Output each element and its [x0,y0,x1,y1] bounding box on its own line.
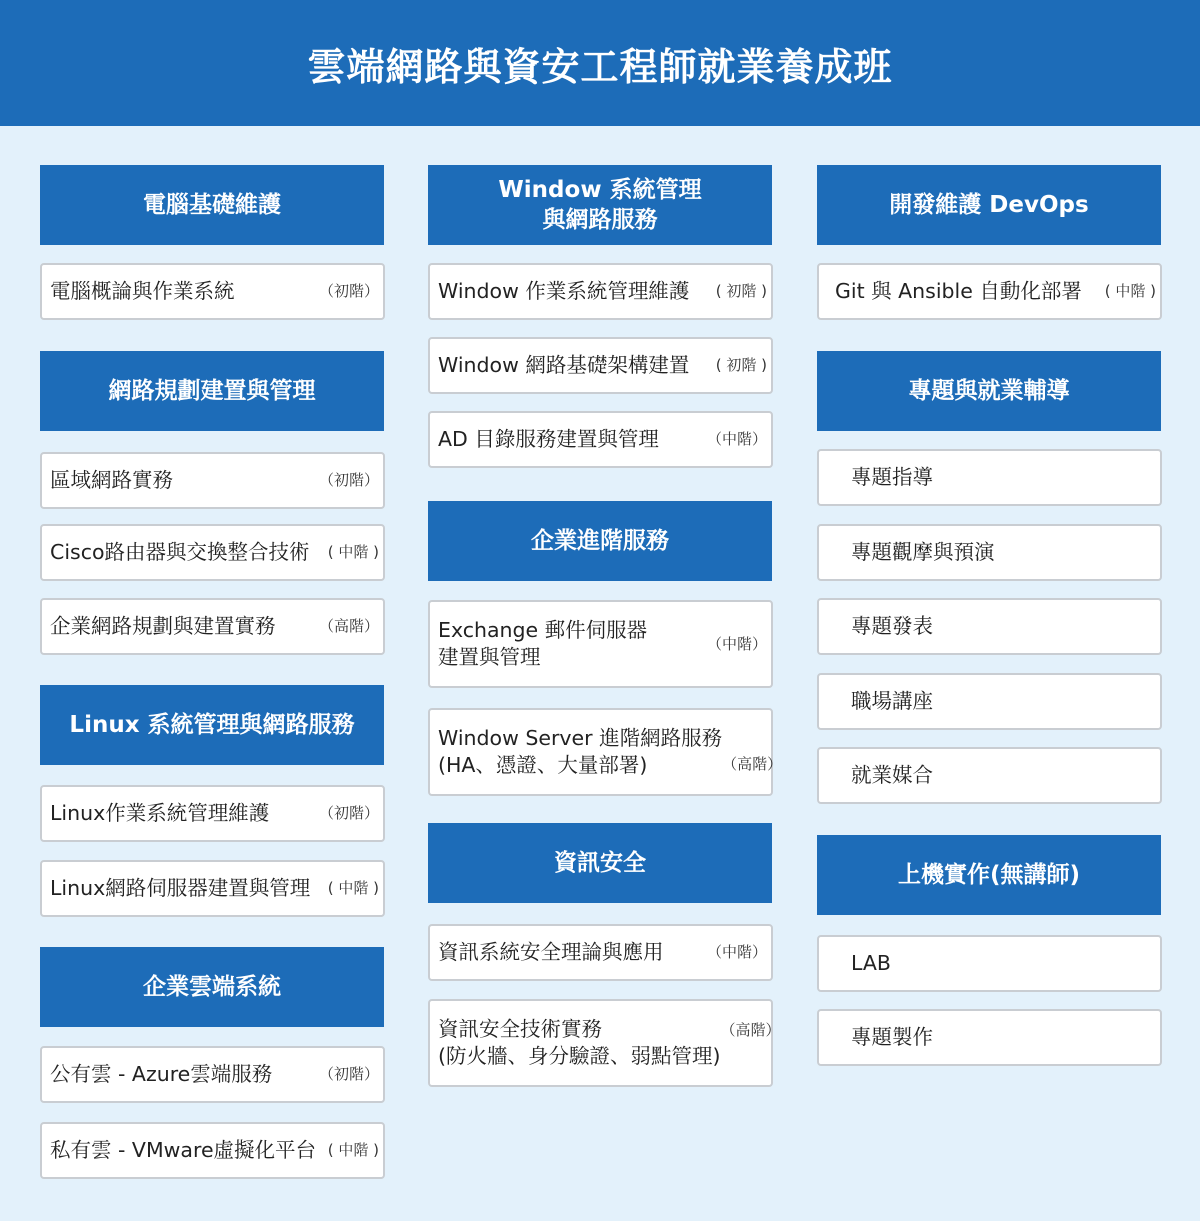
course-name [438,617,647,671]
category-window-system [428,165,772,245]
course-name: 專題製作 [851,1025,933,1049]
course-name-line2: (防火牆、身分驗證、弱點管理) [438,1044,721,1068]
course-level: （初階） [318,1065,379,1083]
header-banner [0,0,1200,126]
course-vmware [40,1122,385,1179]
course-level: （高階） [720,1021,781,1039]
course-level: ( 初階 ) [715,356,767,374]
course-name: Window 作業系統管理維護 [438,279,690,303]
category-label: 企業雲端系統 [143,974,281,1000]
course-window-server-advanced [428,708,783,796]
course-name: 職場講座 [851,689,933,713]
course-name: 資訊系統安全理論與應用 [438,940,664,964]
course-name-line2: (HA、憑證、大量部署) [438,753,648,777]
course-ad-directory [428,411,773,468]
course-name: LAB [851,951,891,975]
course-level: ( 中階 ) [327,543,379,561]
course-career-seminar [817,673,1162,730]
category-label: Linux 系統管理與網路服務 [69,712,355,738]
course-name: Git 與 Ansible 自動化部署 [835,279,1082,303]
course-level: （中階） [706,634,767,653]
course-name: 就業媒合 [851,763,933,787]
course-git-ansible [817,263,1162,320]
page-title: 雲端網路與資安工程師就業養成班 [307,44,893,89]
course-cisco [40,524,385,581]
course-computer-intro [40,263,385,320]
course-project-rehearsal [817,524,1162,581]
course-exchange [428,600,773,688]
course-level: （初階） [318,282,379,300]
course-level: ( 中階 ) [327,879,379,897]
category-label: 企業進階服務 [531,528,669,554]
course-name: 專題發表 [851,614,933,638]
course-project-presentation [817,598,1162,655]
category-label: 專題與就業輔導 [908,378,1070,404]
course-lab [817,935,1162,992]
category-hands-on [817,835,1161,915]
course-name: Cisco路由器與交換整合技術 [50,540,310,564]
course-level: （初階） [318,804,379,822]
category-enterprise-advanced [428,501,772,581]
category-network-planning [40,351,384,431]
course-project-guidance [817,449,1162,506]
course-level: （中階） [706,943,767,961]
category-label: 開發維護 DevOps [889,192,1089,218]
course-window-os [428,263,773,320]
course-name-line1: Window Server 進階網路服務 [438,726,723,750]
course-security-theory [428,924,773,981]
course-job-matching [817,747,1162,804]
course-window-network [428,337,773,394]
course-level: （高階） [722,755,783,773]
course-name: AD 目錄服務建置與管理 [438,427,659,451]
course-name: 公有雲 - Azure雲端服務 [50,1062,273,1086]
course-name: 專題觀摩與預演 [851,540,995,564]
course-name: 電腦概論與作業系統 [50,279,235,303]
course-level: ( 中階 ) [1104,282,1156,300]
category-enterprise-cloud [40,947,384,1027]
category-label-line2: 與網路服務 [542,207,658,233]
course-name: 企業網路規劃與建置實務 [50,614,276,638]
category-computer-basics [40,165,384,245]
course-name: 區域網路實務 [50,468,173,492]
course-level: ( 初階 ) [715,282,767,300]
course-name: Linux網路伺服器建置與管理 [50,876,311,900]
course-name [438,1016,721,1070]
course-level: （初階） [318,471,379,489]
course-azure [40,1046,385,1103]
course-lan-practice [40,452,385,509]
course-name: Window 網路基礎架構建置 [438,353,690,377]
course-linux-server [40,860,385,917]
course-level: （高階） [318,617,379,635]
category-linux [40,685,384,765]
course-name: Linux作業系統管理維護 [50,801,270,825]
course-linux-admin [40,785,385,842]
course-name-line1: Exchange 郵件伺服器 [438,618,648,642]
category-info-security [428,823,772,903]
category-label: 電腦基礎維護 [143,192,281,218]
course-enterprise-network [40,598,385,655]
category-label: 上機實作(無講師) [897,862,1081,888]
category-label: 網路規劃建置與管理 [108,378,316,404]
course-security-practice [428,999,781,1087]
course-level: （中階） [706,430,767,448]
course-name [438,725,722,779]
category-devops [817,165,1161,245]
course-project-work [817,1009,1162,1066]
course-name: 專題指導 [851,465,933,489]
course-level: ( 中階 ) [327,1141,379,1159]
course-name-line2: 建置與管理 [438,645,541,669]
category-project-career [817,351,1161,431]
course-name: 私有雲 - VMware虛擬化平台 [50,1138,317,1162]
category-label: 資訊安全 [554,850,646,876]
course-name-line1: 資訊安全技術實務 [438,1017,602,1041]
category-label-line1: Window 系統管理 [498,177,702,203]
